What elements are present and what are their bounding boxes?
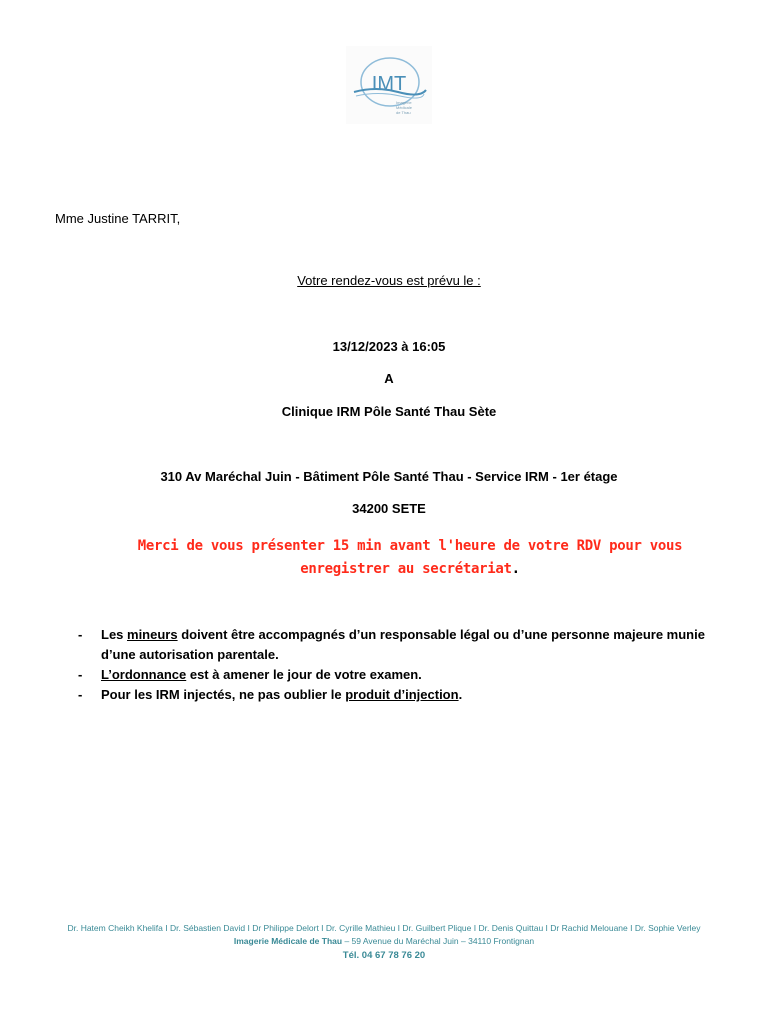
rule-3-underlined: produit d’injection bbox=[345, 687, 459, 702]
svg-text:Médicale: Médicale bbox=[396, 105, 413, 110]
greeting: Mme Justine TARRIT, bbox=[55, 211, 181, 226]
appointment-datetime: 13/12/2023 à 16:05 bbox=[332, 339, 446, 354]
rule-1-text-end: doivent être accompagnés d’un responsable légal ou d’une personne majeure munie d’une autorisation parentale. bbox=[101, 627, 705, 662]
instructions-list bbox=[78, 625, 708, 705]
svg-text:de Thau: de Thau bbox=[396, 110, 411, 115]
a-label: A bbox=[384, 371, 394, 386]
clinic-name: Clinique IRM Pôle Santé Thau Sète bbox=[281, 404, 497, 419]
svg-text:Imagerie: Imagerie bbox=[396, 100, 412, 105]
bullet-dash: - bbox=[78, 627, 83, 642]
bullet-dash: - bbox=[78, 687, 83, 702]
footer-org: Imagerie Médicale de Thau bbox=[233, 936, 343, 946]
warning-line-2: enregistrer au secrétariat bbox=[300, 561, 512, 577]
arrival-warning bbox=[130, 535, 690, 581]
footer-phone: Tél. 04 67 78 76 20 bbox=[342, 950, 426, 961]
rule-2-text: est à amener le jour de votre examen. bbox=[186, 667, 422, 682]
imt-logo bbox=[346, 46, 432, 124]
postal-city: 34200 SETE bbox=[352, 501, 426, 516]
logo-text: IMT bbox=[371, 73, 407, 95]
footer-address: – 59 Avenue du Maréchal Juin – 34110 Frontignan bbox=[342, 936, 535, 946]
rule-1-text-start: Les bbox=[101, 627, 128, 642]
list-item bbox=[78, 685, 708, 705]
rule-1-underlined: mineurs bbox=[127, 627, 178, 642]
footer-doctors: Dr. Hatem Cheikh Khelifa I Dr. Sébastien David I Dr Philippe Delort I Dr. Cyrille Mathieu I Dr. Guilbert Plique I Dr. Denis Quittau I Dr Rachid Melouane I Dr. Sophie Verley bbox=[67, 923, 701, 933]
warning-period: . bbox=[511, 561, 520, 577]
list-item bbox=[78, 665, 708, 685]
clinic-address: 310 Av Maréchal Juin - Bâtiment Pôle Santé Thau - Service IRM - 1er étage bbox=[160, 469, 618, 484]
rule-2-underlined: L’ordonnance bbox=[101, 667, 187, 682]
rdv-label: Votre rendez-vous est prévu le : bbox=[297, 273, 481, 288]
footer-org-line bbox=[0, 935, 768, 948]
list-item bbox=[78, 625, 708, 665]
warning-line-1: Merci de vous présenter 15 min avant l'heure de votre RDV pour vous bbox=[137, 538, 683, 554]
rule-3-text-end: . bbox=[458, 687, 463, 702]
rule-3-text-start: Pour les IRM injectés, ne pas oublier le bbox=[101, 687, 346, 702]
bullet-dash: - bbox=[78, 667, 83, 682]
